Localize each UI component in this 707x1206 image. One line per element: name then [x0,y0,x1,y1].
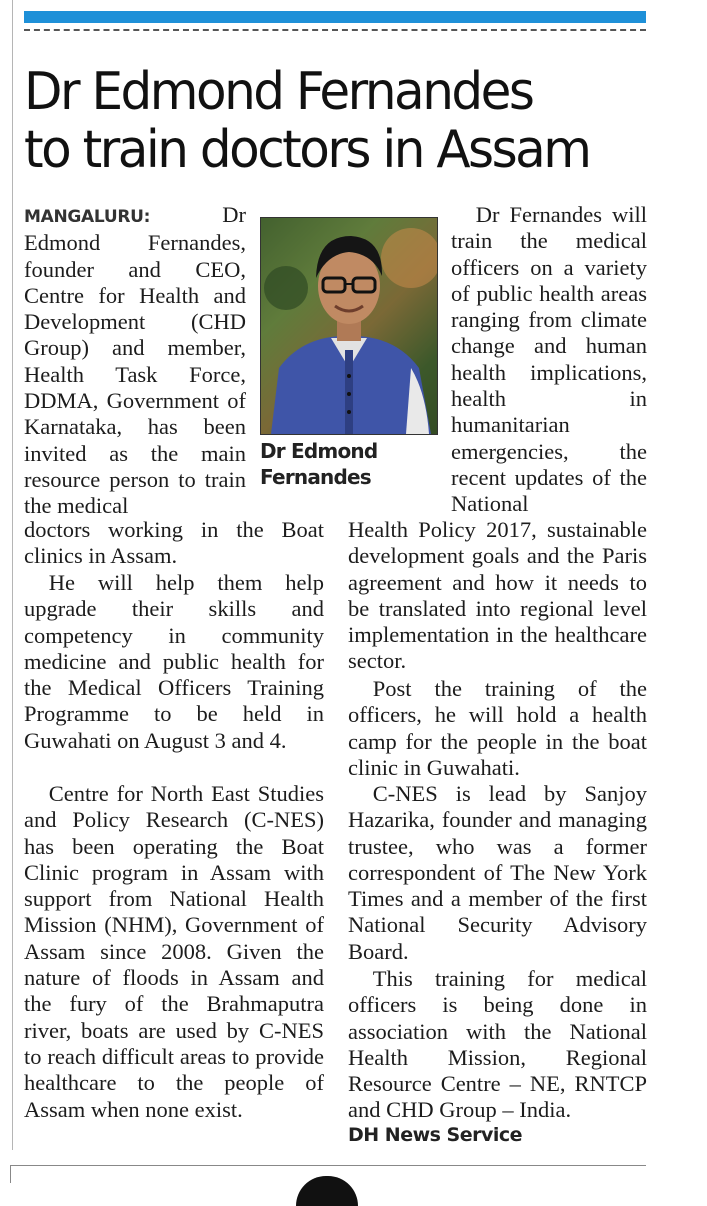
paragraph-association: This training for medical officers is being done in association with the National Health Mission, Regional Resource Centre – NE, RNTCP and CHD Group – India. [348,966,647,1123]
headline-line-2: to train doctors in Assam [24,119,590,180]
portrait-photo [260,217,438,435]
paragraph-intro-top [24,202,246,520]
dateline: MANGALURU: [24,207,151,227]
headline-line-1: Dr Edmond Fernandes [24,60,533,122]
intro-text-top: Dr Edmond Fernandes, founder and CEO, Centre for Health and Development (CHD Group) and member, Health Task Force, DDMA, Government of Karnataka, has been invited as the main resource person to train the medical [24,202,246,519]
portrait-illustration [261,218,437,434]
news-credit: DH News Service [348,1124,523,1146]
paragraph-cnes-leadership: C-NES is lead by Sanjoy Hazarika, founder and managing trustee, who was a former correspondent of The New York Times and a member of the first National Security Advisory Board. [348,781,647,964]
caption-line-1: Dr Edmond [260,439,378,463]
dashed-divider [24,29,646,31]
paragraph-training-topics-bottom: Health Policy 2017, sustainable development goals and the Paris agreement and how it needs to be translated into regional level implementation in the healthcare sector. [348,517,647,674]
section-color-bar [24,11,646,23]
paragraph-health-camp: Post the training of the officers, he will hold a health camp for the people in the boat clinic in Guwahati. [348,676,647,780]
next-article-marker [296,1176,358,1206]
bottom-divider [10,1165,646,1166]
paragraph-intro-bottom: doctors working in the Boat clinics in Assam. [24,517,324,569]
caption-line-2: Fernandes [260,465,371,489]
paragraph-skills: He will help them help upgrade their skills and competency in community medicine and public health for the Medical Officers Training Programme to be held in Guwahati on August 3 and 4. [24,570,324,753]
paragraph-boat-clinic: Centre for North East Studies and Policy Research (C-NES) has been operating the Boat Clinic program in Assam with support from National Health Mission (NHM), Government of Assam since 2008. Given the nature of floods in Assam and the fury of the Brahmaputra river, boats are used by C-NES to reach difficult areas to provide healthcare to the people of Assam when none exist. [24,781,324,1122]
bottom-corner-rule [10,1165,11,1183]
paragraph-training-topics-top: Dr Fernandes will train the medical officers on a variety of public health areas ranging from climate change and human health implications, health in humanitarian emergencies, the recent updates of the National [451,202,647,517]
photo-caption [260,438,440,490]
headline [24,62,664,178]
left-column-rule [12,0,13,1150]
